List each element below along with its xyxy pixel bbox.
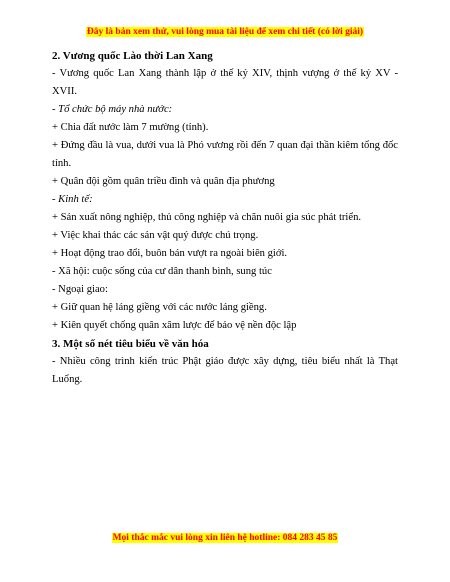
- paragraph-society: - Xã hội: cuộc sống của cư dân thanh bình, sung túc: [52, 266, 272, 277]
- list-item-independence: + Kiên quyết chống quân xâm lược để bảo vệ nền độc lập: [52, 320, 297, 331]
- list-item-army: + Quân đội gồm quân triều đình và quân địa phương: [52, 176, 275, 187]
- list-item-king: + Đứng đầu là vua, dưới vua là Phó vương rồi đến 7 quan đại thần kiêm tổng đốc tỉnh.: [52, 140, 398, 169]
- subheading-economy: - Kinh tế:: [52, 194, 93, 205]
- list-item-production: + Sản xuất nông nghiệp, thủ công nghiệp và chăn nuôi gia súc phát triển.: [52, 212, 362, 223]
- list-item-provinces: + Chia đất nước làm 7 mường (tỉnh).: [52, 122, 209, 133]
- section-heading-culture: 3. Một số nét tiêu biểu về văn hóa: [52, 338, 209, 350]
- section-heading-lan-xang: 2. Vương quốc Lào thời Lan Xang: [52, 50, 213, 62]
- hotline-footer-text: Mọi thắc mắc vui lòng xin liên hệ hotline: 084 283 45 85: [112, 533, 338, 543]
- preview-banner-text: Đây là bản xem thử, vui lòng mua tài liệu để xem chi tiết (có lời giải): [86, 27, 364, 37]
- list-item-neighbors: + Giữ quan hệ láng giềng với các nước láng giềng.: [52, 302, 267, 313]
- subheading-foreign-affairs: - Ngoại giao:: [52, 284, 108, 295]
- list-item-trade: + Hoạt động trao đổi, buôn bán vượt ra ngoài biên giới.: [52, 248, 288, 259]
- paragraph-buddhist-architecture: - Nhiều công trình kiến trúc Phật giáo được xây dựng, tiêu biểu nhất là Thạt Luổng.: [52, 356, 398, 385]
- subheading-state-organization: - Tổ chức bộ máy nhà nước:: [52, 104, 173, 115]
- preview-banner: [0, 27, 450, 37]
- hotline-footer: [0, 533, 450, 543]
- list-item-resources: + Việc khai thác các sản vật quý được chú trọng.: [52, 230, 259, 241]
- paragraph-founding: - Vương quốc Lan Xang thành lập ở thế kỷ XIV, thịnh vượng ở thế kỷ XV - XVII.: [52, 68, 398, 97]
- document-body: [52, 47, 398, 389]
